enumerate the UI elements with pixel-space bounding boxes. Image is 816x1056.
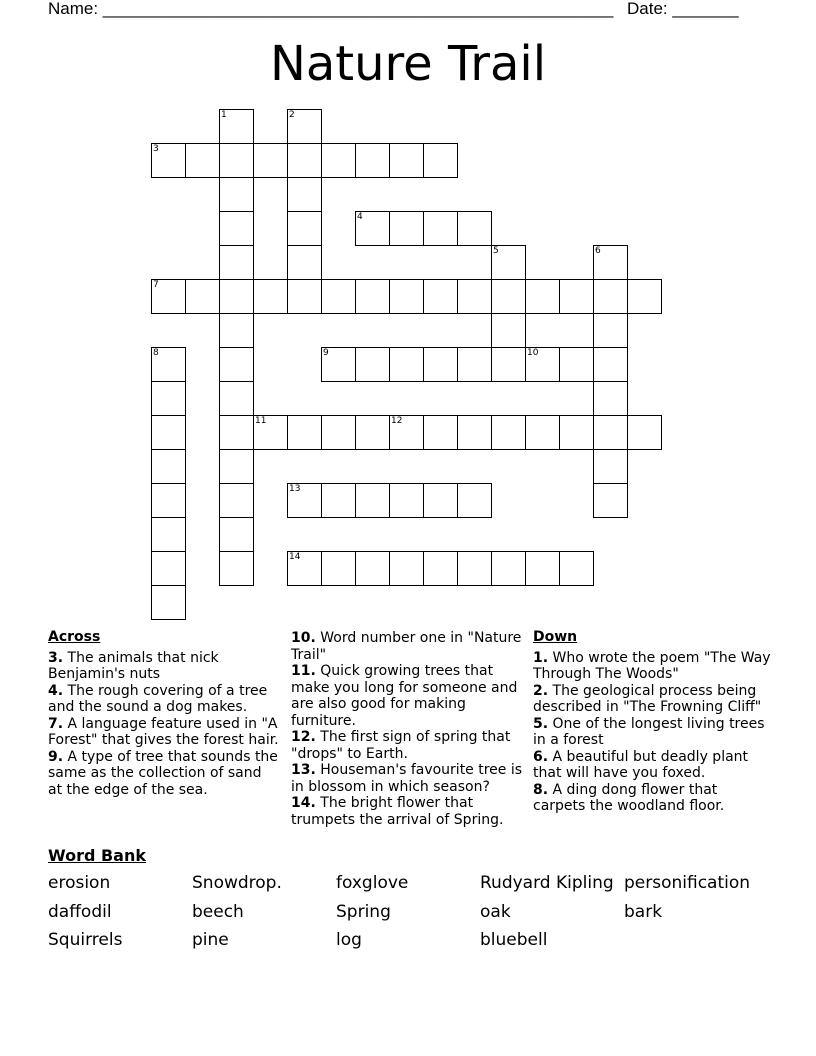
across-clue-10: 10. Word number one in "Nature Trail" xyxy=(291,630,522,663)
crossword-cell[interactable] xyxy=(355,483,390,518)
crossword-cell[interactable] xyxy=(151,143,186,178)
crossword-cell[interactable] xyxy=(185,143,220,178)
crossword-cell[interactable] xyxy=(219,483,254,518)
crossword-cell[interactable] xyxy=(253,143,288,178)
clue-number: 2 xyxy=(289,110,295,120)
crossword-cell[interactable] xyxy=(457,347,492,382)
down-clue-1: 1. Who wrote the poem "The Way Through The Woods" xyxy=(533,649,771,682)
across-clue-4: 4. The rough covering of a tree and the sound a dog makes. xyxy=(48,682,268,715)
crossword-cell[interactable] xyxy=(389,143,424,178)
word-bank-item: Rudyard Kipling xyxy=(480,873,614,893)
crossword-cell[interactable] xyxy=(219,381,254,416)
crossword-cell[interactable] xyxy=(151,551,186,586)
crossword-cell[interactable] xyxy=(219,211,254,246)
crossword-cell[interactable] xyxy=(287,483,322,518)
across-clue-12: 12. The first sign of spring that "drops" to Earth. xyxy=(291,729,511,762)
crossword-cell[interactable] xyxy=(525,279,560,314)
crossword-cell[interactable] xyxy=(457,279,492,314)
crossword-cell[interactable] xyxy=(389,211,424,246)
crossword-cell[interactable] xyxy=(287,211,322,246)
crossword-cell[interactable] xyxy=(389,347,424,382)
crossword-cell[interactable] xyxy=(287,245,322,280)
down-clue-5: 5. One of the longest living trees in a forest xyxy=(533,715,765,748)
crossword-cell[interactable] xyxy=(389,551,424,586)
clue-number: 8 xyxy=(153,348,159,358)
crossword-cell[interactable] xyxy=(287,143,322,178)
crossword-cell[interactable] xyxy=(491,415,526,450)
crossword-cell[interactable] xyxy=(423,279,458,314)
crossword-cell[interactable] xyxy=(219,415,254,450)
crossword-cell[interactable] xyxy=(151,381,186,416)
crossword-cell[interactable] xyxy=(389,415,424,450)
word-bank-item: oak xyxy=(480,902,511,922)
crossword-cell[interactable] xyxy=(219,245,254,280)
crossword-cell[interactable] xyxy=(593,313,628,348)
crossword-cell[interactable] xyxy=(593,415,628,450)
across-clue-14: 14. The bright flower that trumpets the arrival of Spring. xyxy=(291,795,504,828)
across-clue-9: 9. A type of tree that sounds the same as the collection of sand at the edge of the sea. xyxy=(48,748,278,798)
clue-number: 1 xyxy=(221,110,227,120)
crossword-cell[interactable] xyxy=(491,279,526,314)
crossword-cell[interactable] xyxy=(423,143,458,178)
clue-number: 5 xyxy=(493,246,499,256)
crossword-cell[interactable] xyxy=(253,279,288,314)
crossword-cell[interactable] xyxy=(457,415,492,450)
crossword-cell[interactable] xyxy=(151,415,186,450)
across-clues-column-2 xyxy=(291,630,527,828)
crossword-cell[interactable] xyxy=(559,551,594,586)
clue-number: 11 xyxy=(255,416,267,426)
crossword-cell[interactable] xyxy=(219,313,254,348)
crossword-cell[interactable] xyxy=(151,279,186,314)
clue-number: 4 xyxy=(357,212,363,222)
crossword-cell[interactable] xyxy=(355,143,390,178)
word-bank-heading: Word Bank xyxy=(48,846,147,865)
word-bank-item: personification xyxy=(624,873,751,893)
word-bank-item: pine xyxy=(192,930,229,950)
across-heading: Across xyxy=(48,629,101,645)
word-bank-item: beech xyxy=(192,902,244,922)
clue-number: 3 xyxy=(153,144,159,154)
crossword-cell[interactable] xyxy=(355,347,390,382)
crossword-cell[interactable] xyxy=(491,551,526,586)
crossword-cell[interactable] xyxy=(593,483,628,518)
word-bank-item: bluebell xyxy=(480,930,548,950)
down-clue-8: 8. A ding dong flower that carpets the woodland floor. xyxy=(533,781,725,814)
crossword-cell[interactable] xyxy=(355,415,390,450)
crossword-cell[interactable] xyxy=(593,347,628,382)
crossword-cell[interactable] xyxy=(287,109,322,144)
crossword-cell[interactable] xyxy=(423,347,458,382)
crossword-cell[interactable] xyxy=(559,347,594,382)
crossword-cell[interactable] xyxy=(355,211,390,246)
down-heading: Down xyxy=(533,629,578,645)
clue-number: 12 xyxy=(391,416,403,426)
crossword-cell[interactable] xyxy=(219,517,254,552)
crossword-cell[interactable] xyxy=(287,551,322,586)
crossword-cell[interactable] xyxy=(321,415,356,450)
crossword-cell[interactable] xyxy=(253,415,288,450)
across-clue-3: 3. The animals that nick Benjamin's nuts xyxy=(48,649,219,682)
word-bank-item: Snowdrop. xyxy=(192,873,282,893)
page-title: Nature Trail xyxy=(269,36,547,92)
crossword-cell[interactable] xyxy=(219,279,254,314)
across-clues-column-1 xyxy=(48,629,280,798)
crossword-cell[interactable] xyxy=(593,279,628,314)
crossword-cell[interactable] xyxy=(457,551,492,586)
across-clue-13: 13. Houseman's favourite tree is in blossom in which season? xyxy=(291,762,523,795)
word-bank-item: foxglove xyxy=(336,873,409,893)
word-bank-item: Spring xyxy=(336,902,391,922)
crossword-cell[interactable] xyxy=(491,313,526,348)
word-bank-item: Squirrels xyxy=(48,930,123,950)
crossword-cell[interactable] xyxy=(559,415,594,450)
crossword-cell[interactable] xyxy=(525,347,560,382)
crossword-cell[interactable] xyxy=(287,177,322,212)
down-clue-2: 2. The geological process being described in "The Frowning Cliff" xyxy=(533,682,762,715)
across-clue-7: 7. A language feature used in "A Forest" that gives the forest hair. xyxy=(48,715,279,748)
crossword-cell[interactable] xyxy=(491,245,526,280)
crossword-cell[interactable] xyxy=(593,381,628,416)
crossword-cell[interactable] xyxy=(219,551,254,586)
clue-number: 13 xyxy=(289,484,301,494)
crossword-cell[interactable] xyxy=(219,177,254,212)
word-bank-item: bark xyxy=(624,902,663,922)
crossword-cell[interactable] xyxy=(423,551,458,586)
crossword-cell[interactable] xyxy=(287,415,322,450)
crossword-cell[interactable] xyxy=(151,483,186,518)
word-bank-item: log xyxy=(336,930,362,950)
word-bank-item: daffodil xyxy=(48,902,112,922)
down-clue-6: 6. A beautiful but deadly plant that will have you foxed. xyxy=(533,748,749,781)
crossword-cell[interactable] xyxy=(151,517,186,552)
clue-number: 10 xyxy=(527,348,539,358)
crossword-cell[interactable] xyxy=(627,415,662,450)
name-field[interactable]: Name: ______________________________________________________ xyxy=(48,0,614,18)
crossword-cell[interactable] xyxy=(321,483,356,518)
crossword-cell[interactable] xyxy=(321,551,356,586)
crossword-cell[interactable] xyxy=(219,143,254,178)
across-clue-11: 11. Quick growing trees that make you long for someone and are also good for making furniture. xyxy=(291,663,518,729)
crossword-cell[interactable] xyxy=(151,347,186,382)
crossword-cell[interactable] xyxy=(423,483,458,518)
clue-number: 6 xyxy=(595,246,601,256)
crossword-cell[interactable] xyxy=(151,449,186,484)
crossword-cell[interactable] xyxy=(491,347,526,382)
crossword-cell[interactable] xyxy=(627,279,662,314)
crossword-cell[interactable] xyxy=(593,245,628,280)
crossword-cell[interactable] xyxy=(457,483,492,518)
crossword-cell[interactable] xyxy=(423,415,458,450)
clue-number: 14 xyxy=(289,552,301,562)
down-clues-column xyxy=(533,629,773,815)
clue-number: 7 xyxy=(153,280,159,290)
crossword-cell[interactable] xyxy=(593,449,628,484)
crossword-cell[interactable] xyxy=(457,211,492,246)
crossword-cell[interactable] xyxy=(389,279,424,314)
crossword-cell[interactable] xyxy=(525,415,560,450)
crossword-cell[interactable] xyxy=(219,449,254,484)
crossword-cell[interactable] xyxy=(185,279,220,314)
crossword-cell[interactable] xyxy=(389,483,424,518)
word-bank-item: erosion xyxy=(48,873,111,893)
clue-number: 9 xyxy=(323,348,329,358)
crossword-cell[interactable] xyxy=(559,279,594,314)
crossword-cell[interactable] xyxy=(151,585,186,620)
crossword-cell[interactable] xyxy=(321,279,356,314)
crossword-cell[interactable] xyxy=(219,109,254,144)
crossword-cell[interactable] xyxy=(321,143,356,178)
crossword-cell[interactable] xyxy=(423,211,458,246)
crossword-cell[interactable] xyxy=(355,279,390,314)
crossword-cell[interactable] xyxy=(219,347,254,382)
crossword-cell[interactable] xyxy=(321,347,356,382)
crossword-cell[interactable] xyxy=(525,551,560,586)
date-field[interactable]: Date: _______ xyxy=(627,0,739,18)
crossword-cell[interactable] xyxy=(355,551,390,586)
crossword-cell[interactable] xyxy=(287,279,322,314)
